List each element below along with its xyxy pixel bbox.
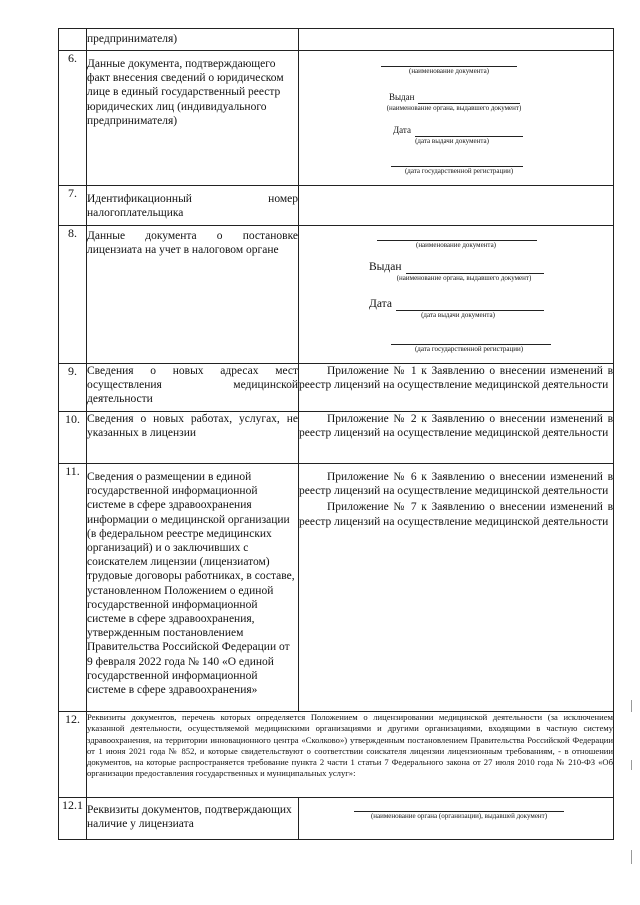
- appendix-reference[interactable]: Приложение № 6 к Заявлению о внесении изменений в реестр лицензий на осуществление медицинской деятельности: [299, 471, 613, 498]
- desc-line: налогоплательщика: [87, 207, 184, 220]
- doc-name-caption: (наименование документа): [408, 67, 490, 75]
- issuer-caption: (наименование органа, выдавшего документ): [396, 274, 532, 283]
- issued-field[interactable]: [369, 260, 613, 274]
- date-caption: (дата выдачи документа): [415, 137, 489, 146]
- issuer-caption: (наименование органа (организации), выдавшей документ): [370, 812, 548, 820]
- description-text: Сведения о новых работах, услугах, не указанных в лицензии: [87, 413, 298, 440]
- doc-name-caption: (наименование документа): [415, 241, 497, 249]
- row-description: [87, 186, 299, 226]
- description-text: Данные документа о постановке лицензиата на учет в налоговом органе: [87, 230, 298, 257]
- description-text: Данные документа, подтверждающего факт внесения сведений о юридическом лице в единый государственный реестр юридических лиц (индивидуального предпринимателя): [87, 58, 284, 127]
- row-number: 7.: [59, 186, 87, 226]
- document-form-block: [299, 226, 614, 364]
- issuer-form-block: [299, 798, 614, 840]
- license-change-table: [58, 28, 614, 840]
- table-row: [59, 29, 614, 51]
- doc-name-field[interactable]: [381, 58, 517, 67]
- appendix-reference[interactable]: Приложение № 7 к Заявлению о внесении изменений в реестр лицензий на осуществление медицинской деятельности: [299, 501, 613, 528]
- row-number: 6.: [59, 51, 87, 186]
- table-row-8: [59, 226, 614, 364]
- description-text: Сведения о размещении в единой государственной информационной системе в сфере здравоохранения информации о медицинской организации (в федеральном реестре медицинских организаций) и о заключивших с соискателем лицензии (лицензиатом) трудовые договоры работниках, в составе, установленном Положением о единой государственной информационной системе в сфере здравоохранения, утвержденным постановлением Правительства Российской Федерации от 9 февраля 2022 года № 140 «О единой государственной информационной системе в сфере здравоохранения»: [87, 471, 295, 697]
- date-field[interactable]: [393, 123, 613, 137]
- scan-edge-mark: [631, 700, 632, 712]
- desc-word: Идентификационный: [87, 193, 192, 205]
- table-row-11: [59, 464, 614, 712]
- table-row-6: [59, 51, 614, 186]
- appendix-reference[interactable]: Приложение № 2 к Заявлению о внесении изменений в реестр лицензий на осуществление медицинской деятельности: [299, 413, 613, 440]
- appendix-reference[interactable]: Приложение № 1 к Заявлению о внесении изменений в реестр лицензий на осуществление медицинской деятельности: [299, 365, 613, 392]
- row-description: [87, 364, 299, 412]
- date-field[interactable]: [369, 297, 613, 311]
- table-row-12-1: [59, 798, 614, 840]
- reg-date-caption: (дата государственной регистрации): [404, 167, 514, 176]
- continued-text: предпринимателя): [87, 33, 178, 46]
- scan-edge-mark: [631, 760, 632, 770]
- row-number: 11.: [59, 464, 87, 712]
- row-value-cell: [299, 29, 614, 51]
- row-number: 12.1: [59, 798, 87, 840]
- row-number: 12.: [59, 712, 87, 798]
- row-number-cell: [59, 29, 87, 51]
- row-description: [87, 412, 299, 464]
- row-description: [87, 798, 299, 840]
- row-number: 10.: [59, 412, 87, 464]
- row-number: 8.: [59, 226, 87, 364]
- row-description: [87, 226, 299, 364]
- description-text: Реквизиты документов, подтверждающих наличие у лицензиата: [87, 804, 292, 831]
- table-row-7: [59, 186, 614, 226]
- issued-label: Выдан: [369, 261, 402, 273]
- issued-label: Выдан: [389, 92, 415, 102]
- row-description: [87, 464, 299, 712]
- doc-name-field[interactable]: [377, 234, 537, 241]
- description-text: Сведения о новых адресах мест осуществления медицинской деятельности: [87, 365, 298, 406]
- date-label: Дата: [393, 125, 411, 136]
- row-number: 9.: [59, 364, 87, 412]
- inn-value-cell[interactable]: [299, 186, 614, 226]
- reg-date-field[interactable]: [391, 160, 523, 167]
- row-description-cell: [87, 29, 299, 51]
- row-description: [87, 51, 299, 186]
- table-row-9: [59, 364, 614, 412]
- table-row-12: [59, 712, 614, 798]
- row-value: [299, 364, 614, 412]
- date-label: Дата: [369, 298, 392, 311]
- document-form-block: [299, 51, 614, 186]
- row-value: [299, 412, 614, 464]
- table-row-10: [59, 412, 614, 464]
- desc-word: номер: [268, 193, 298, 205]
- date-caption: (дата выдачи документа): [421, 311, 495, 320]
- row-12-text: Реквизиты документов, перечень которых определяется Положением о лицензировании медицинской деятельности (за исключением указанной деятельности, осуществляемой медицинскими организациями и другими организациями, входящими в частную систему здравоохранения, на территории инновационного центра «Сколково») утвержденным постановлением Правительства Российской Федерации от 1 июня 2021 года № 852, и которые свидетельствуют о соответствии соискателя лицензии лицензионным требованиям, - в отношении документов, на которые распространяется требование пункта 2 части 1 статьи 7 Федерального закона от 27 июля 2010 года № 210-ФЗ «Об организации предоставления государственных и муниципальных услуг»:: [87, 712, 614, 798]
- row-value: [299, 464, 614, 712]
- reg-date-caption: (дата государственной регистрации): [414, 345, 524, 354]
- issuer-caption: (наименование органа, выдавшего документ): [386, 104, 522, 113]
- issued-field[interactable]: [389, 90, 613, 104]
- scan-edge-mark: [631, 850, 632, 864]
